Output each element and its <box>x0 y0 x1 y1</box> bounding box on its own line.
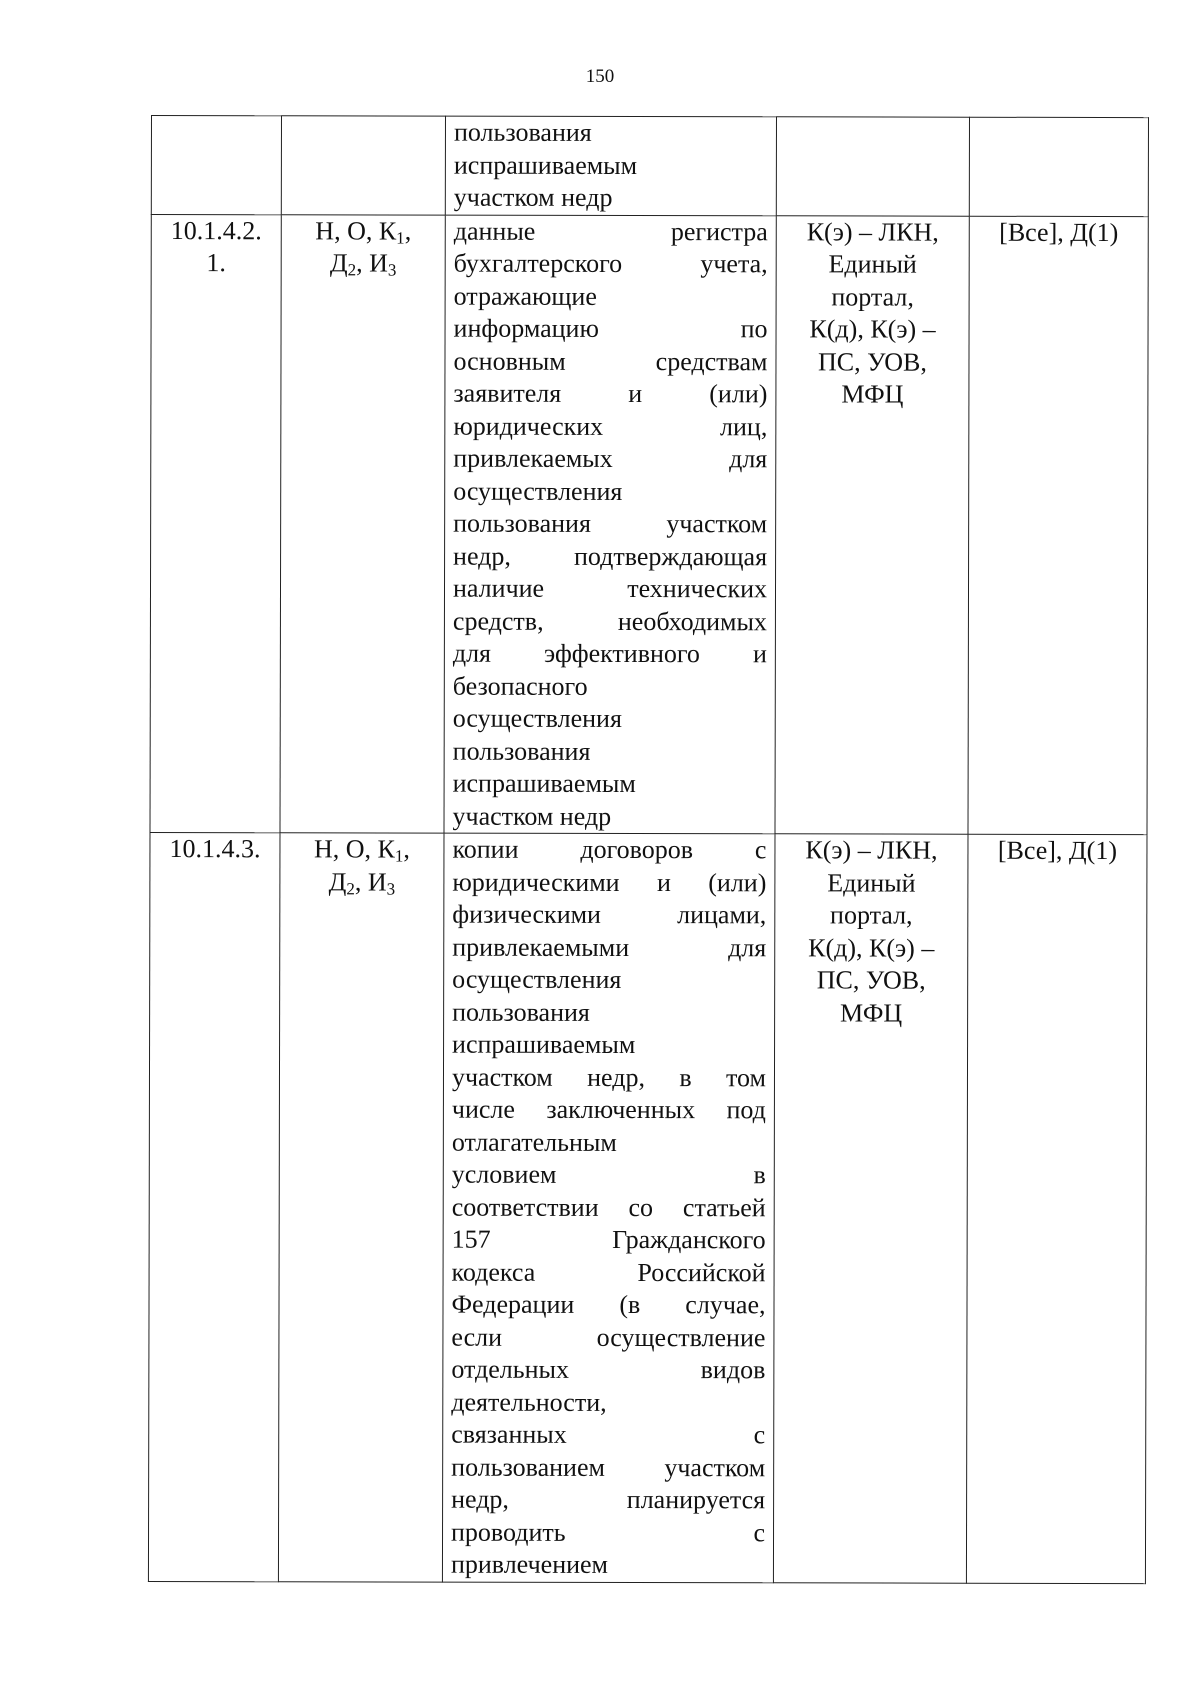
channel-line: К(э) – ЛКН, <box>805 835 938 865</box>
channel-line: Единый <box>828 249 917 279</box>
channel-line: К(э) – ЛКН, <box>806 216 939 247</box>
description-line: испрашиваемым <box>453 150 638 180</box>
description-line: пользования участком <box>453 508 768 539</box>
description-line: испрашиваемым <box>452 768 636 799</box>
description-line: пользованием участком <box>451 1452 766 1482</box>
description-line: если осуществление <box>451 1322 766 1352</box>
document-table <box>148 115 1149 1584</box>
description-line: отдельных видов <box>451 1354 766 1385</box>
number-cell <box>148 832 280 1581</box>
applicability-value: [Все], Д(1) <box>999 217 1119 247</box>
description-line: привлекаемых для <box>453 443 768 474</box>
description-line: Федерации (в случае, <box>451 1289 766 1320</box>
description-line: кодекса Российской <box>451 1257 766 1287</box>
description-line: пользования <box>453 117 592 147</box>
description-line: основным средствам <box>453 346 768 376</box>
channels-cell <box>775 215 969 834</box>
description-line: осуществления <box>452 703 622 733</box>
applicability-cell <box>968 216 1148 835</box>
description-line: осуществления <box>453 476 623 506</box>
channel-line: К(д), К(э) – <box>808 932 935 963</box>
table-row-10-1-4-2-1 <box>150 214 1148 835</box>
description-line: физическими лицами, <box>452 899 767 930</box>
table-row-10-1-4-3 <box>148 832 1147 1583</box>
description-line: соответствии со статьей <box>451 1192 766 1222</box>
description-line: испрашиваемым <box>452 1029 636 1060</box>
description-line: отлагательным <box>451 1127 617 1157</box>
channel-line: ПС, УОВ, <box>816 965 926 995</box>
description-line: числе заключенных под <box>451 1094 766 1125</box>
category-cell <box>281 116 445 215</box>
applicability-cell <box>966 834 1147 1583</box>
description-line: пользования <box>452 997 590 1027</box>
category-line-1: Н, О, $К_1$, <box>315 215 412 248</box>
row-number-continued: 1. <box>206 248 226 278</box>
description-cell <box>442 833 775 1582</box>
description-cell <box>445 116 776 215</box>
number-cell <box>150 214 281 833</box>
description-line: участком недр <box>452 801 612 831</box>
description-cell <box>444 215 776 834</box>
channel-line: Единый <box>827 867 916 898</box>
description-line: безопасного <box>452 671 588 701</box>
category-line-1: Н, О, $К_1$, <box>313 834 410 866</box>
channel-line: МФЦ <box>840 997 903 1028</box>
description-line: привлекаемыми для <box>452 932 767 962</box>
number-cell <box>151 116 281 215</box>
applicability-value: [Все], Д(1) <box>997 835 1118 866</box>
row-number: 10.1.4.2. <box>170 215 262 245</box>
description-line: проводить с <box>451 1517 766 1547</box>
description-line: связанных с <box>451 1419 766 1450</box>
row-number: 10.1.4.3. <box>169 834 261 864</box>
channels-cell <box>776 117 969 216</box>
description-line: юридическими и (или) <box>452 867 767 897</box>
description-line: средств, необходимых <box>452 606 767 636</box>
category-line-2: $Д_2$, $И_3$ <box>328 866 396 899</box>
description-line: копии договоров с <box>452 834 767 865</box>
channel-line: МФЦ <box>841 379 904 409</box>
channels-cell <box>773 834 968 1583</box>
description-line: отражающие <box>453 281 597 311</box>
description-line: для эффективного и <box>452 638 767 669</box>
description-line: наличие технических <box>452 573 768 604</box>
table-row-continuation <box>151 116 1148 217</box>
category-line-2: $Д_2$, $И_3$ <box>329 248 397 280</box>
description-line: условием в <box>451 1159 766 1190</box>
description-line: недр, планируется <box>451 1484 766 1515</box>
description-line: деятельности, <box>451 1387 607 1417</box>
description-line: юридических лиц, <box>453 411 768 441</box>
channel-line: ПС, УОВ, <box>818 346 927 377</box>
channel-line: портал, <box>830 900 913 930</box>
description-line: бухгалтерского учета, <box>453 248 768 279</box>
description-line: данные регистра <box>453 216 768 246</box>
description-line: заявителя и (или) <box>453 378 768 409</box>
category-cell <box>280 214 445 833</box>
description-line: участком недр, в том <box>451 1062 767 1092</box>
applicability-cell <box>969 117 1148 216</box>
description-line: 157 Гражданского <box>451 1224 766 1255</box>
description-line: привлечением <box>450 1549 609 1579</box>
description-line: информацию по <box>453 313 768 344</box>
category-cell <box>278 833 444 1582</box>
channel-line: К(д), К(э) – <box>809 314 936 344</box>
description-line: участком недр <box>453 182 613 212</box>
page-number: 150 <box>585 66 615 87</box>
channel-line: портал, <box>831 281 914 312</box>
description-line: пользования <box>452 736 591 766</box>
description-line: недр, подтверждающая <box>453 541 768 571</box>
description-line: осуществления <box>452 964 622 994</box>
